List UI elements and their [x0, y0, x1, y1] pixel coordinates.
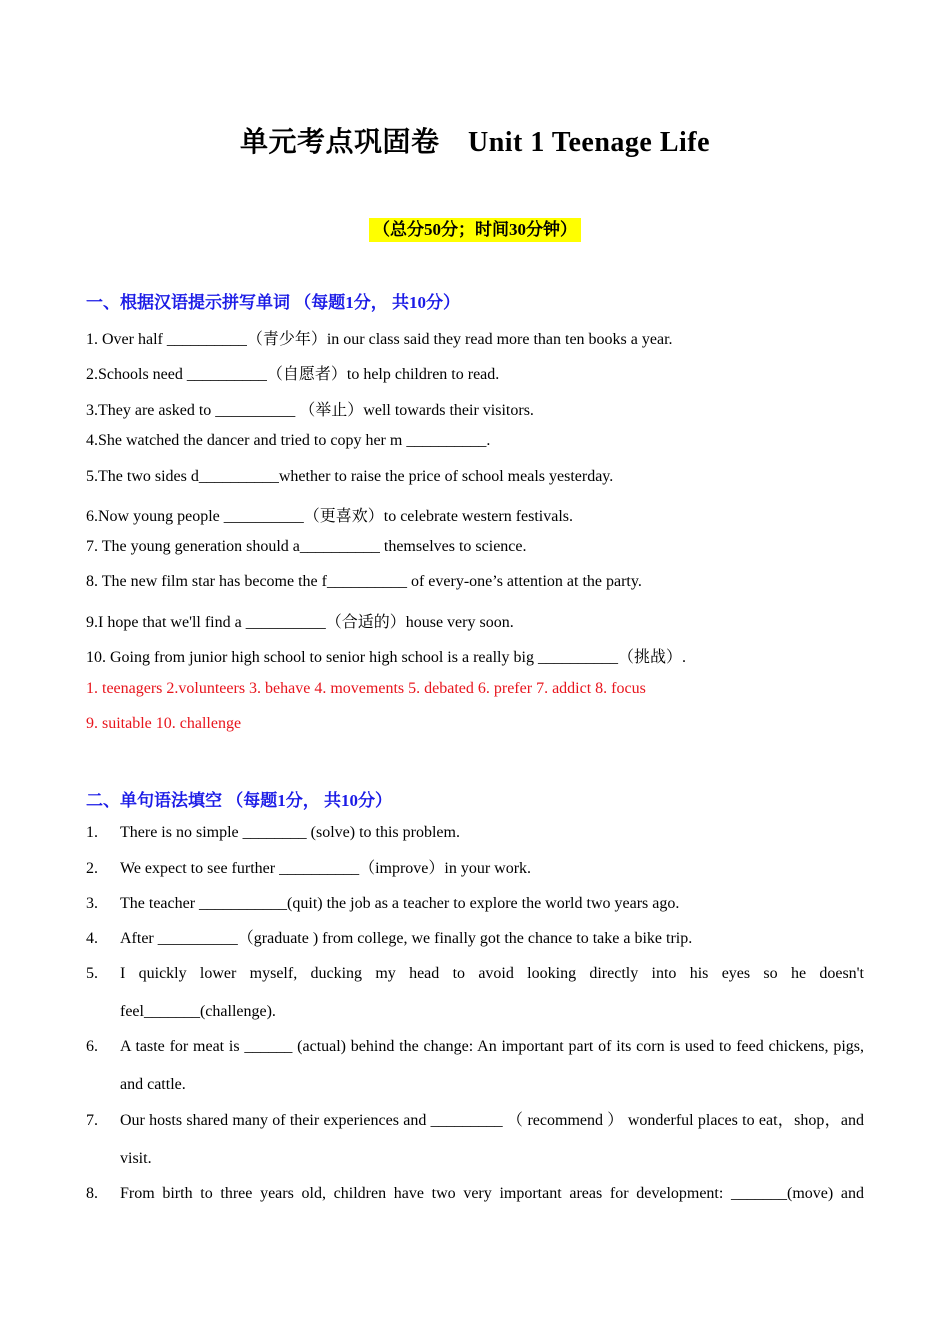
section-2-heading: 二、单句语法填空 （每题1分， 共10分） — [86, 791, 392, 810]
section-2-item — [86, 955, 864, 1031]
section-1-item: 2.Schools need __________（自愿者）to help children to read. — [86, 366, 500, 383]
item-number: 1. — [86, 824, 98, 841]
section-1-heading: 一、根据汉语提示拼写单词 （每题1分， 共10分） — [86, 293, 460, 312]
score-time-note: （总分50分；时间30分钟） — [369, 218, 581, 242]
section-2-item — [86, 814, 864, 852]
item-text: The teacher ___________(quit) the job as a teacher to explore the world two years ago. — [120, 895, 680, 912]
item-number: 3. — [86, 895, 98, 912]
section-1-item: 3.They are asked to __________ （举止）well towards their visitors. — [86, 402, 534, 419]
section-1-item: 1. Over half __________（青少年）in our class said they read more than ten books a year. — [86, 331, 673, 348]
section-1-answers: 1. teenagers 2.volunteers 3. behave 4. movements 5. debated 6. prefer 7. addict 8. focus — [86, 680, 646, 697]
section-1-item: 6.Now young people __________（更喜欢）to celebrate western festivals. — [86, 508, 574, 525]
item-number: 5. — [86, 965, 98, 982]
section-1-item: 9.I hope that we'll find a __________（合适的）house very soon. — [86, 614, 514, 631]
item-text: After __________（graduate ) from college, we finally got the chance to take a bike trip. — [120, 930, 693, 947]
item-text: From birth to three years old, children have two very important areas for development: _______(move) and — [120, 1185, 864, 1202]
section-1-item: 10. Going from junior high school to senior high school is a really big __________（挑战）. — [86, 649, 686, 666]
item-text: I quickly lower myself, ducking my head to avoid looking directly into his eyes so he doesn't feel_______(challenge). — [120, 965, 864, 1020]
subtitle-container — [0, 218, 950, 242]
item-number: 6. — [86, 1038, 98, 1055]
section-2-item — [86, 1102, 864, 1178]
section-2-item — [86, 1028, 864, 1104]
item-text: We expect to see further __________（improve）in your work. — [120, 860, 532, 877]
item-text: Our hosts shared many of their experiences and _________ （ recommend ） wonderful places to eat，shop，and visit. — [120, 1112, 864, 1167]
item-text: A taste for meat is ______ (actual) behind the change: An important part of its corn is used to feed chickens, pigs, and cattle. — [120, 1038, 864, 1093]
section-2-item — [86, 885, 864, 923]
section-1-item: 7. The young generation should a__________ themselves to science. — [86, 538, 527, 555]
page-title: 单元考点巩固卷 Unit 1 Teenage Life — [239, 127, 711, 158]
item-number: 8. — [86, 1185, 98, 1202]
section-2-item — [86, 850, 864, 888]
section-2-item — [86, 920, 864, 958]
item-number: 2. — [86, 860, 98, 877]
section-1-answers: 9. suitable 10. challenge — [86, 715, 242, 732]
item-number: 4. — [86, 930, 98, 947]
item-number: 7. — [86, 1112, 98, 1129]
section-1-item: 4.She watched the dancer and tried to copy her m __________. — [86, 432, 491, 449]
item-text: There is no simple ________ (solve) to this problem. — [120, 824, 460, 841]
section-1-item: 8. The new film star has become the f__________ of every-one’s attention at the party. — [86, 573, 642, 590]
section-1-item: 5.The two sides d__________whether to raise the price of school meals yesterday. — [86, 468, 614, 485]
section-2-item — [86, 1175, 864, 1213]
